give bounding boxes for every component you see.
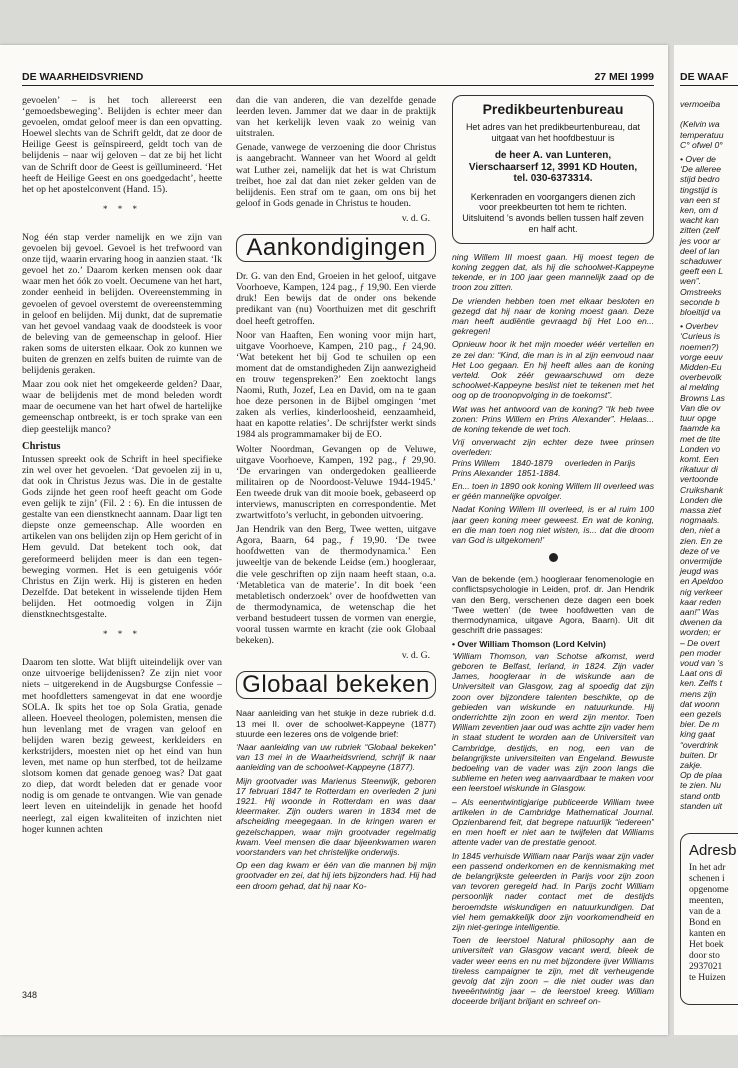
publication-date: 27 MEI 1999: [594, 71, 654, 83]
text-line: stand ontb: [680, 790, 721, 801]
text-line: kanten en: [689, 929, 726, 939]
letter-paragraph: Op een dag kwam er één van die mannen bij mijn grootvader en zei, dat hij iets bijzonders had. Hij had een droom gehad, dat hij naar Ko-: [236, 860, 436, 891]
text-line: seconde b: [680, 296, 720, 307]
text-line: Laat ons di: [680, 668, 723, 679]
text-line: met de tite: [680, 433, 721, 444]
text-line: 2937021: [689, 962, 723, 972]
author-initials: v. d. G.: [401, 650, 430, 662]
text-line: aan!” Was: [680, 606, 720, 617]
box-text: [689, 863, 738, 984]
text-line: onvermijde: [680, 555, 723, 566]
text-line: jeugd was: [680, 566, 719, 577]
announcement: Jan Hendrik van den Berg, Twee wetten, uitgave Agora, Baarn, 64 pag., ƒ 19,90. ‘De twee hoofdwetten van de thermodynamica.’ Een juweeltje van de bekende Leidse (em.) hoogleraar, die vele geschriften op zijn naam heeft staan, o.a. ‘Metabletica van de materie’. In dit boek ‘een metabletisch onderzoek’ over de hoofdwetten van de thermodynamica, de wetenschap die het verband bestudeert tussen de vormen van energie, vooral tussen warmte en kracht (zie ook Globaal bekeken).: [236, 524, 436, 647]
address-line: Vierschaarserf 12, 3991 KD Houten,: [468, 161, 638, 173]
text-line: den, niet a: [680, 525, 721, 536]
paragraph: gevoelen’ – is het toch allereerst een ‘gemoedsbeweging’. Belijden is echter meer dan gevoelen, omdat geloof meer is dan een opvatting. Hoewel slechts van de Schrift geldt, dat ze door de Heilige Geest is geïnspireerd, geldt toch van de belijdenis – naar wij geloven – dat ze bij het licht van de Schrift door de Geest is geïllumineerd. ‘Het heeft de Heilige Geest en ons goedgedacht’, heette het op het apostelconvent (Hand. 15).: [22, 95, 222, 195]
publication-title: DE WAARHEIDSVRIEND: [22, 71, 144, 83]
text-line: ‘Curieus is: [680, 331, 721, 342]
text-line: wacht kan: [680, 215, 719, 226]
text-line: vorge eeuv: [680, 351, 723, 362]
adresboek-box: [680, 833, 738, 1005]
text-line: meenten,: [689, 896, 724, 906]
paragraph: Nog één stap verder namelijk en we zijn van gevoelen bij gevoel. Gevoel is het trefwoord van onze tijd, waarin ervaring hoog in aanzien staat. ‘Ik gevoel het zo.’ Daarom kerken mensen ook daar waar men het óók zo voelt. Oecumene van het hart, zonder eenheid in belijden. Overeenstemming in gevoelen of gevoel overstemt de overeenstemming in geloof en belijden. Mij dunkt, dat de suprematie van het gevoel vandaag vaak de doodsteek is voor de beleving van de gemeenschap in geloof. Hier raken soms de uitersten elkaar. Ook zo kunnen we buiten de grenzen en zelfs buiten de ruimte van de belijdenis geraken.: [22, 231, 222, 377]
text-line: te Huizen: [689, 973, 726, 983]
text-line: tuur opge: [680, 413, 717, 424]
text-line: wen”.: [680, 276, 702, 287]
left-page: [0, 45, 668, 1035]
paragraph: Daarom ten slotte. Wat blijft uiteindelijk over van onze uitvoerige belijdenissen? Ze zijn niet voor niets – uitgerekend in de Augsburgse Confessie – met hoofdletters samengevat in dat ene woordje SOLA. Ik spits het toe op Sola Gratia, genade alleen. Hoeveel theologen, polemisten, mensen die hun levenlang met de vragen van geloof en belijden waren bezig geweest, kerkleiders en kerkstrijders, moesten niet op het eind van hun leven, met name op hun sterfbed, tot de heilzame slotsom komen dat genade genoeg was? Dat gaat zo diep, dat wordt beleden dat er genade voor nodig is om genade te ontvangen. Wie van genade leert leven en uiteindelijk in genade het hoofd neerlegt, zal eigen kwaliteiten of inzichten niet hoger kunnen achten: [22, 657, 222, 835]
text-line: deze of ve: [680, 545, 720, 556]
text-line: opgenome: [689, 885, 729, 895]
text-line: Omstreeks: [680, 286, 722, 297]
text-line: ken. Zelfs t: [680, 678, 723, 689]
paragraph: Intussen spreekt ook de Schrift in heel specifieke zin wel over het gevoelen. ‘Dat gevoelen zij in u, dat ook in Christus Jezus was. Die in de gestalte Gods zijnde het geen roof heeft geacht om Gode even gelijk te zijn’ (Fil. 2 : 6). En die intussen de gestalte van een dienstknecht aannam. Daar ligt ten diepste onze gemeenschap. Alle woorden en artikelen van ons belijden zijn op Hem gericht of in Hem gevuld. Dat betekent toch ook, dat gereformeerd belijden meer is dan een tegen-beweging vormen. Het is een getuigenis vóór Christus en Zijn werk. Hij is gisteren en heden Dezelfde. Dat betekent in wisselende tijden Hem belijden. Het ootmoedig volgen in Zijn dienstknechtsgestalte.: [22, 453, 222, 621]
right-page: [674, 45, 738, 1035]
text-line: Midden-Eu: [680, 362, 722, 373]
text-line: Cruikshank: [680, 484, 723, 495]
paragraph: Genade, vanwege de verzoening die door Christus is aangebracht. Wanneer van het Woord al geldt wat Luther zei, namelijk dat het is wat Christum treibet, hoe zal dat dan niet zeker gelden van de belijdenis. Een straf om te gaan, om ons bij het geloof in Gods genade in Christus te houden.: [236, 142, 436, 209]
text-line: bier. De m: [680, 719, 720, 730]
text-line: Londen die: [680, 494, 723, 505]
paragraph: Maar zou ook niet het omgekeerde gelden? Daar, waar de belijdenis met de mond beleden wordt maar de oecumene van het hart ofwel de hartelijke gemeenschap ontbreekt, is er toch sprake van een diep geestelijk manco?: [22, 379, 222, 435]
text-line: van de a: [689, 907, 721, 917]
text-line: temperatuu: [680, 129, 724, 140]
letter-paragraph: Mijn grootvader was Marienus Steenwijk, geboren 17 februari 1847 te Rotterdam en overleden 2 juni 1921. Hij woonde in Rotterdam en was daar kleermaker. Zijn ouders waren in 1834 met de afscheiding meegegaan. In de kringen waren er gezelschappen, waar mijn grootvader regelmatig kwam. Veel mensen die daar bijeenkwamen waren voorstanders van het christelijke onderwijs.: [236, 775, 436, 858]
letter-paragraph: Opnieuw hoor ik het mijn moeder wéér vertellen en ze zei dan: “Kind, die man is in al zijn eenvoud naar Het Loo gegaan. En hij heeft alles aan de koning verteld. Ook zéér gewaarschuwd om deze schoolwet-Kappeyne beslist niet te tekenen met het oog op de troonopvolging in de toekomst”.: [452, 339, 654, 401]
text-line: schaduwer: [680, 256, 722, 267]
text-line: geeft een L: [680, 266, 724, 277]
paragraph: dan die van anderen, die van dezelfde genade leerden leven. Jammer dat we daar in de praktijk van het kerkelijk leven vaak zo weinig van uitstralen.: [236, 95, 436, 140]
paragraph: Van de bekende (em.) hoogleraar fenomenologie en conflictspsychologie in Leiden, prof. dr. Jan Hendrik van den Berg, verschenen deze dagen een boek ‘Twee wetten’ (de twee hoofdwetten van de thermodynamica, uitgave Agora, Baarn). Uit dit geschrift drie passages:: [452, 574, 654, 636]
text-line: tingstijd is: [680, 184, 718, 195]
text-line: standen uit: [680, 800, 723, 811]
text-line: Van die ov: [680, 402, 721, 413]
text-line: worden; er: [680, 627, 721, 638]
column-2: [236, 95, 436, 1025]
text-line: [680, 109, 738, 119]
text-line: vermoeiba: [680, 99, 721, 109]
text-line: Het boek: [689, 940, 724, 950]
section-banner-aankondigingen: Aankondigingen: [236, 234, 436, 262]
text-line: voud van ’s: [680, 657, 724, 668]
text-block: [680, 321, 738, 811]
text-line: stijd bedro: [680, 174, 720, 185]
paragraph: Naar aanleiding van het stukje in deze rubriek d.d. 13 mei II. over de schoolwet-Kappeyne (1877) stuurde een lezeres ons de volgende brief:: [236, 708, 436, 739]
text-line: (Kelvin wa: [680, 119, 720, 130]
quote-paragraph: In 1845 verhuisde William naar Parijs waar zijn vader een passend onderkomen en de kennismaking met de belangrijkste geleerden in Parijs voor zijn zoon van tevoren geregeld had. In Parijs zocht William persoonlijk nader contact met de destijds beroemdste wiskundigen en natuurkundigen. Dat viel hem gemakkelijk door zijn voorkomendheid en zijn niet-geringe intelligentie.: [452, 850, 654, 932]
text-line: bloeitijd va: [680, 307, 721, 318]
address-line: de heer A. van Lunteren,: [494, 150, 612, 162]
right-page-header: DE WAAF: [680, 71, 738, 86]
text-line: nig verkeer: [680, 586, 723, 597]
text-line: zakje.: [680, 760, 703, 770]
box-address: [461, 150, 645, 184]
right-page-text: [680, 99, 738, 815]
text-block: [680, 154, 738, 317]
text-line: overbevolk: [680, 372, 722, 383]
quote-paragraph: – Als eenentwintigjarige publiceerde William twee artikelen in de Cambridge Mathematical Journal. Opzienbarend feit, dat begrepe natuurlijk “iedereen” en men hoeft er niet aan te twijfelen dat Williams attente vader van de prestatie genoot.: [452, 796, 654, 848]
predikbeurtenbureau-box: [452, 95, 654, 244]
text-line: dwenen da: [680, 617, 723, 628]
text-line: ‘De alleree: [680, 164, 722, 175]
letter-paragraph: Wat was het antwoord van de koning? “Ik heb twee zonen: Prins Willem en Prins Alexander”. Helaas... de koning tekende de wet toch.: [452, 403, 654, 435]
text-line: nogmaals.: [680, 515, 720, 526]
text-line: rikatuur di: [680, 464, 718, 475]
box-text: Het adres van het predikbeurtenbureau, dat uitgaat van het hoofdbestuur is: [465, 121, 641, 143]
text-line: jes voor ar: [680, 235, 721, 246]
text-line: al melding: [680, 382, 720, 393]
letter-paragraph: ning Willem III moest gaan. Hij moest tegen de koning zeggen dat, als hij die schoolwet-Kappeyne tekende, er in 100 jaar geen mannelijk zaad op de troon zou zitten.: [452, 251, 654, 293]
column-1: [22, 95, 222, 1020]
text-line: mens zijn: [680, 688, 717, 699]
bullet-separator: [549, 553, 558, 562]
text-line: – De overt: [680, 637, 720, 648]
text-line: en Apeldoo: [680, 576, 724, 587]
text-line: deel of lan: [680, 245, 720, 256]
text-line: zien. En ze: [680, 535, 723, 546]
text-line: noemen?): [680, 341, 719, 352]
announcement: Dr. G. van den End, Groeien in het geloof, uitgave Voorhoeve, Kampen, 124 pag., ƒ 19,90. Een vierde druk! Een bewijs dat de onder ons bekende predikant van (nu) Voorthuizen met dit geschrift doel heeft getroffen.: [236, 271, 436, 327]
text-line: vertoonde: [680, 474, 719, 485]
text-line: komt. Een: [680, 453, 719, 464]
text-line: kaar reden: [680, 596, 722, 607]
text-line: In het adr: [689, 863, 726, 873]
text-line: pen moder: [680, 647, 722, 658]
quote-paragraph: ‘William Thomson, van Schotse afkomst, werd geboren te Belfast, Ierland, in 1824. Zijn vader James, hoogleraar in de wiskunde aan de Universiteit van Glasgow, zag al spoedig dat zijn zoon over bijzondere talenten beschikte, op de gebieden van wiskunde en natuurkunde. Hij onderrichtte zijn zoon en werd zijn mentor. Toen William zeventien jaar oud was achtte zijn vader hem in staat student te worden aan de Universiteit van Cambridge, destijds, en nog, een van de belangrijkste universiteiten van Engeland. Bewuste bedoeling van de vader was zijn zoon langs die sublieme en heten weg aanvaardbaar te maken voor een leerstoel wiskunde in Glasgow.: [452, 650, 654, 794]
text-block: [680, 99, 738, 150]
text-line: te zien. Nu: [680, 780, 722, 791]
letter-paragraph: Prins Willem 1840-1879 overleden in Parijs: [452, 457, 636, 468]
quote-paragraph: Toen de leerstoel Natural philosophy aan de universiteit van Glasgow vacant werd, bleek de vader weer eens en nu met bijzondere ijver Williams tireless campaigner te zijn, met dit verheugende gevolg dat zijn zoon – die niet ouder was dan tweeëntwintig jaar – de leerstoel kreeg. William doceerde briljant briljant en schreef on-: [452, 935, 654, 1007]
box-title: Predikbeurtenbureau: [482, 101, 624, 117]
section-banner-globaal-bekeken: Globaal bekeken: [236, 671, 436, 699]
text-line: ken, om d: [680, 205, 718, 216]
section-divider: * * *: [103, 629, 141, 640]
text-line: faamde ka: [680, 423, 721, 434]
text-line: • Overbev: [680, 321, 718, 332]
text-line: dat woonn: [680, 698, 720, 709]
letter-paragraph: ‘Naar aanleiding van uw rubriek “Globaal bekeken” van 13 mei in de Waarheidsvriend, schrijf ik naar aanleiding van de schoolwet-Kappeyne (1877).: [236, 742, 436, 773]
letter-paragraph: Prins Alexander 1851-1884.: [452, 467, 561, 478]
text-line: Londen vo: [680, 443, 721, 454]
announcement: Wolter Noordman, Gevangen op de Veluwe, uitgave Voorhoeve, Kampen, 192 pag., ƒ 29,90. ‘De ervaringen van ondergedoken geallieerde militairen op de Noordoost-Veluwe 1944-1945.’ Een tweede druk van dit mooie boek, gebaseerd op interviews, manuscripten en correspondentie. Met zwartwitfoto’s verlucht, in gebonden uitvoering.: [236, 443, 436, 522]
text-line: Bond en: [689, 918, 721, 928]
text-line: C° ofwel 0°: [680, 139, 723, 150]
letter-paragraph: Nadat Koning Willem III overleed, is er al ruim 100 jaar geen koning meer geweest. En wat de koning, en die man toen nog niet wisten, is... dat die droom van God is uitgekomen!’: [452, 504, 654, 546]
text-line: door sto: [689, 951, 720, 961]
text-line: massa ziet: [680, 504, 722, 515]
text-line: buiten. Dr: [680, 749, 718, 760]
box-text: Kerkenraden en voorgangers dienen zich voor preekbeurten tot hem te richten. Uitsluitend ’s avonds bellen tussen half zeven en half acht.: [462, 191, 644, 234]
page-header: [22, 71, 654, 86]
announcement: Noor van Haaften, Een woning voor mijn hart, uitgave Voorhoeve, Kampen, 210 pag., ƒ 24,90. ‘Wat betekent het bij God te schuilen op een moment dat de omstandigheden Zijn aanwezigheid en trouw tegenspreken?’ Een zoektocht langs Naomi, Ruth, Jozef, Lea en David, om na te gaan hoe deze personen in de Bijbel omgingen ‘met zaken als verlies, kinderloosheid, eenzaamheid, haat en kapotte relaties’. De schrijfster werkt sinds 1984 als programmamaker bij de EO.: [236, 329, 436, 441]
section-heading: Christus: [22, 440, 61, 452]
letter-paragraph: De vrienden hebben toen met elkaar besloten en gezegd dat hij naar de koning moest gaan. Deze man heeft audiëntie gevraagd bij Het Loo en... gekregen!: [452, 295, 654, 337]
text-line: “overdrink: [680, 739, 719, 750]
text-line: schenen i: [689, 874, 725, 884]
text-line: king gaat: [680, 729, 715, 740]
letter-paragraph: En... toen in 1890 ook koning Willem III overleed was er géén mannelijke opvolger.: [452, 481, 654, 502]
text-line: Op de plaa: [680, 770, 723, 781]
subheading: • Over William Thomson (Lord Kelvin): [452, 638, 606, 649]
text-line: een gezels: [680, 708, 722, 719]
text-line: • Over de: [680, 154, 716, 165]
text-line: van een st: [680, 194, 720, 205]
box-title: Adresb: [689, 842, 737, 859]
author-initials: v. d. G.: [401, 212, 430, 224]
address-line: tel. 030-6373314.: [513, 173, 593, 185]
page-number: 348: [22, 990, 38, 1000]
section-divider: * * *: [103, 203, 141, 214]
column-3: [452, 95, 654, 1030]
letter-paragraph: Vrij onverwacht zijn echter deze twee prinsen overleden:: [452, 437, 654, 458]
text-line: zitten (zelf: [680, 225, 720, 236]
text-line: Browns Las: [680, 392, 725, 403]
